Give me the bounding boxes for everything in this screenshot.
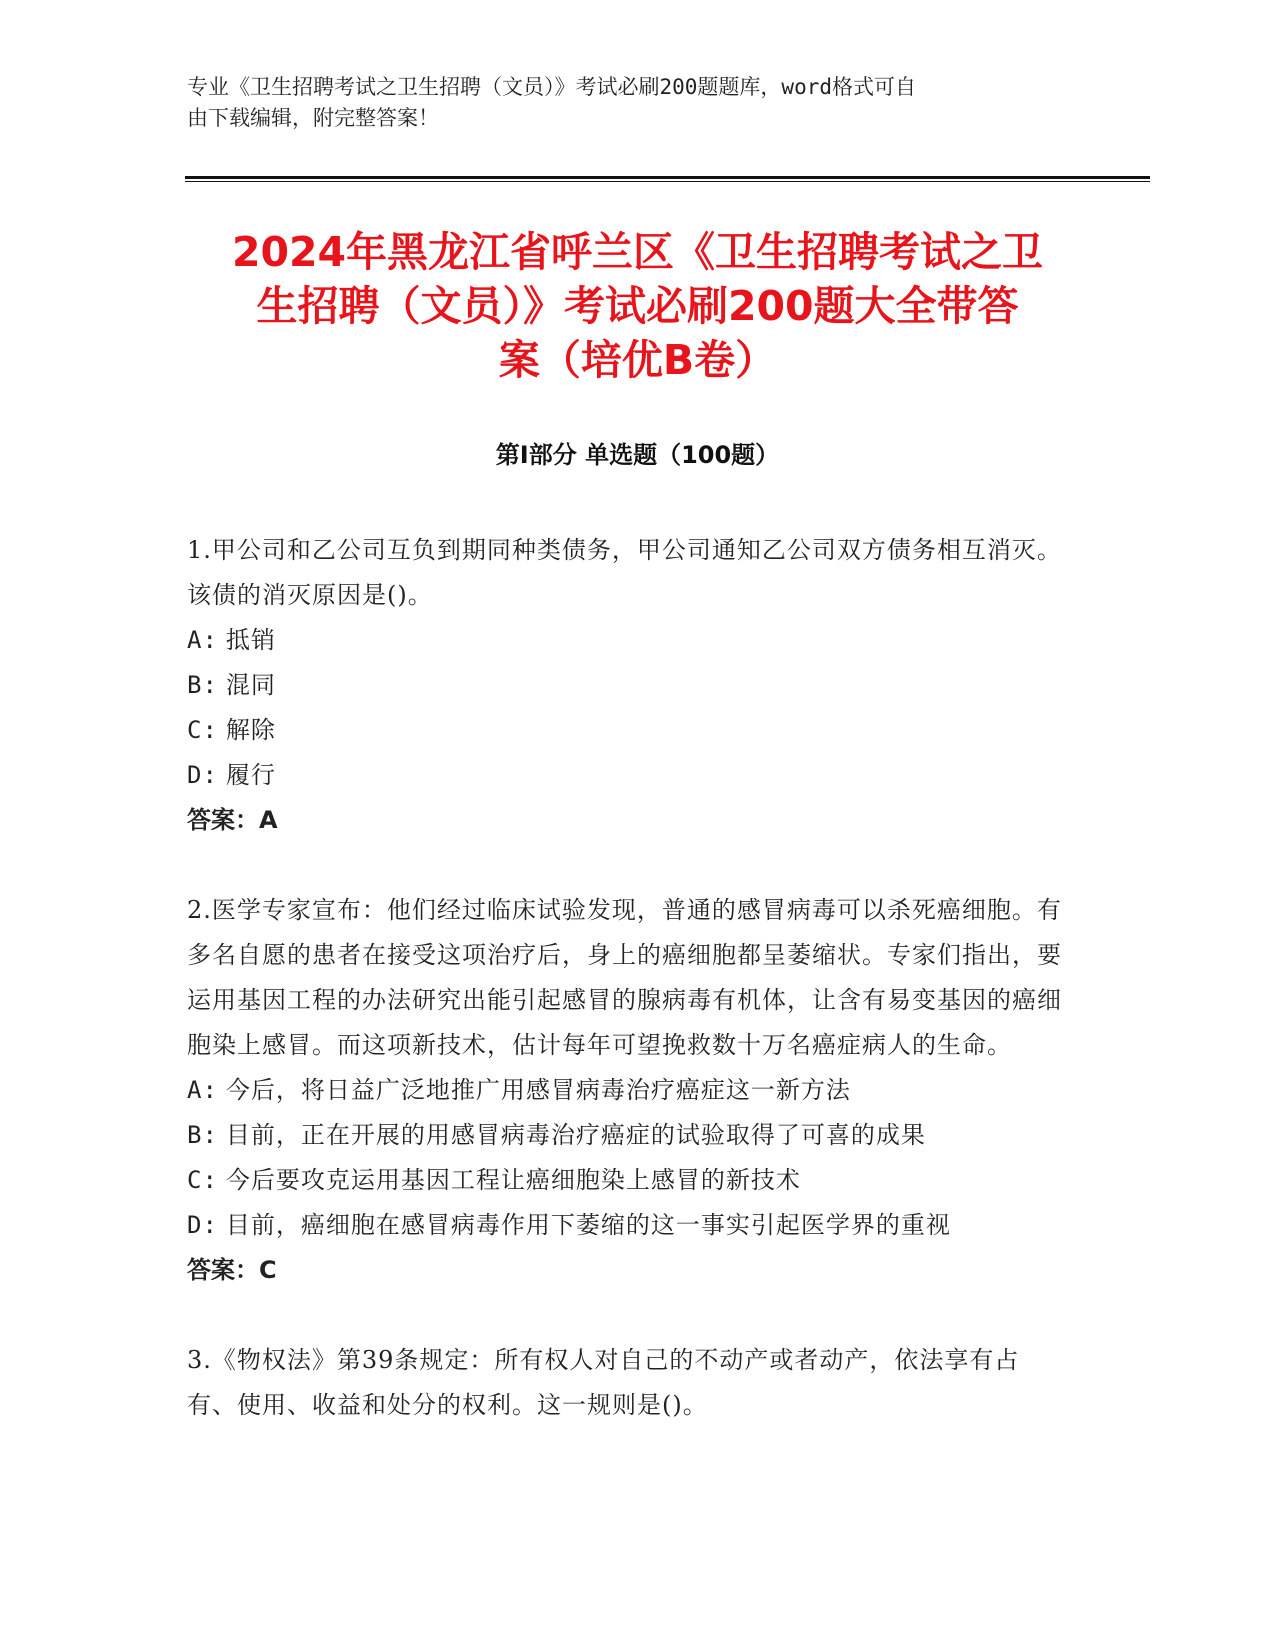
section-title: 第Ⅰ部分 单选题（100题）	[495, 441, 780, 469]
header-note-line-2: 由下载编辑，附完整答案！	[187, 106, 439, 130]
option-letter: B:	[187, 1121, 218, 1149]
option-c	[187, 1158, 1067, 1203]
option-text: 抵销	[225, 626, 276, 654]
question-stem: 1.甲公司和乙公司互负到期同种类债务，甲公司通知乙公司双方债务相互消灭。该债的消灭原因是()。	[187, 536, 1062, 609]
document-title-line-2: 生招聘（文员）》考试必刷200题大全带答	[256, 282, 1019, 330]
option-d	[187, 1203, 1067, 1248]
option-text: 今后，将日益广泛地推广用感冒病毒治疗癌症这一新方法	[225, 1076, 851, 1104]
option-letter: B:	[187, 671, 218, 699]
option-c	[187, 708, 1067, 753]
option-b	[187, 1113, 1067, 1158]
option-a	[187, 618, 1067, 663]
option-letter: C:	[187, 716, 218, 744]
question-3	[187, 1338, 1067, 1428]
answer-line: 答案：A	[187, 806, 278, 834]
question-1	[187, 528, 1067, 843]
option-text: 解除	[225, 716, 276, 744]
document-title-line-1: 2024年黑龙江省呼兰区《卫生招聘考试之卫	[231, 228, 1044, 276]
option-letter: A:	[187, 626, 218, 654]
question-stem: 2.医学专家宣布：他们经过临床试验发现，普通的感冒病毒可以杀死癌细胞。有多名自愿的患者在接受这项治疗后，身上的癌细胞都呈萎缩状。专家们指出，要运用基因工程的办法研究出能引起感冒的腺病毒有机体，让含有易变基因的癌细胞染上感冒。而这项新技术，估计每年可望挽救数十万名癌症病人的生命。	[187, 896, 1062, 1059]
header-note-line-1: 专业《卫生招聘考试之卫生招聘（文员）》考试必刷200题题库，word格式可自	[187, 75, 916, 99]
header-divider-thick	[185, 176, 1150, 179]
option-letter: C:	[187, 1166, 218, 1194]
header-note	[187, 72, 1087, 134]
option-text: 今后要攻克运用基因工程让癌细胞染上感冒的新技术	[225, 1166, 801, 1194]
document-title	[175, 225, 1100, 387]
option-d	[187, 753, 1067, 798]
option-text: 混同	[225, 671, 276, 699]
question-2	[187, 888, 1067, 1293]
question-list	[187, 528, 1067, 1473]
document-title-line-3: 案（培优B卷）	[498, 336, 777, 384]
question-stem: 3.《物权法》第39条规定：所有权人对自己的不动产或者动产，依法享有占有、使用、收益和处分的权利。这一规则是()。	[187, 1346, 1020, 1419]
option-text: 履行	[225, 761, 276, 789]
option-letter: D:	[187, 1211, 218, 1239]
answer-line: 答案：C	[187, 1256, 277, 1284]
option-letter: D:	[187, 761, 218, 789]
option-text: 目前，癌细胞在感冒病毒作用下萎缩的这一事实引起医学界的重视	[225, 1211, 951, 1239]
option-a	[187, 1068, 1067, 1113]
option-text: 目前，正在开展的用感冒病毒治疗癌症的试验取得了可喜的成果	[225, 1121, 926, 1149]
option-letter: A:	[187, 1076, 218, 1104]
header-divider-thin	[185, 181, 1150, 182]
option-b	[187, 663, 1067, 708]
